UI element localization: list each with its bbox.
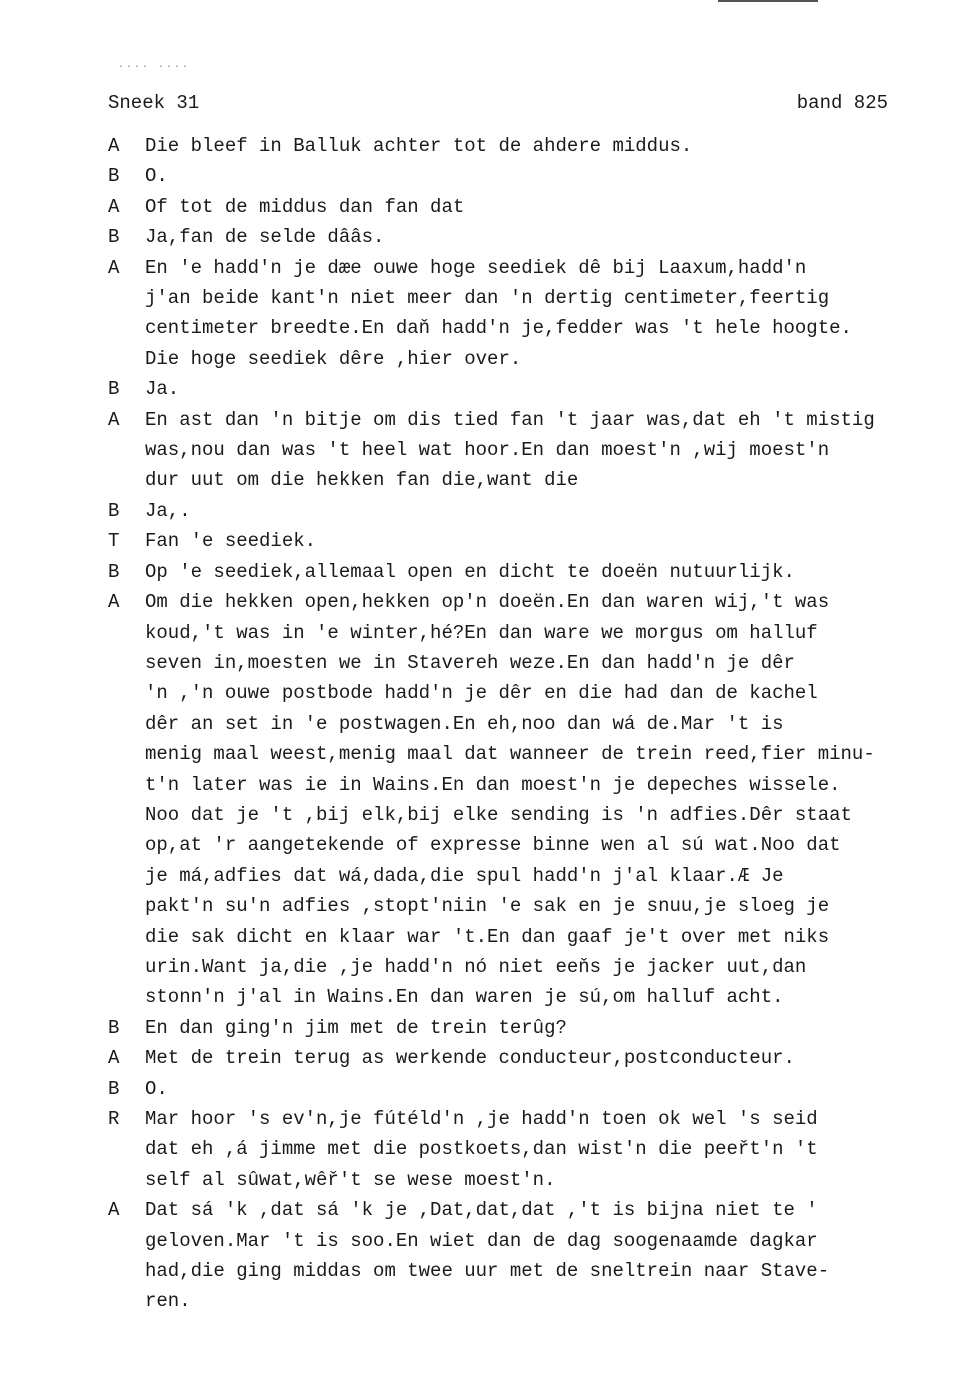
- top-edge-line: [718, 0, 818, 2]
- transcript-entry: [108, 496, 948, 526]
- transcript-line: Ja,.: [145, 499, 191, 522]
- speaker-label: B: [108, 165, 120, 188]
- transcript-line: En ′e hadd′n je dæe ouwe hoge seediek dê bij Laaxum,hadd′n: [145, 256, 807, 279]
- transcript-line: Die hoge seediek dêre ,hier over.: [145, 347, 522, 370]
- transcript-line: die sak dicht en klaar war ′t.En dan gaaf je′t over met niks: [145, 925, 830, 948]
- speaker-label: B: [108, 499, 120, 522]
- transcript-entry: [108, 1074, 948, 1104]
- transcript-entry: [108, 374, 948, 404]
- header-tape: band 825: [796, 92, 888, 114]
- transcript-line: ′n ,′n ouwe postbode hadd′n je dêr en die had dan de kachel: [145, 682, 818, 705]
- speaker-label: T: [108, 530, 120, 553]
- transcript-line: Die bleef in Balluk achter tot de ahdere middus.: [145, 135, 693, 157]
- transcript-line: Noo dat je ′t ,bij elk,bij elke sending is ′n adfies.Dêr staat: [145, 803, 852, 826]
- transcript-line: ren.: [145, 1290, 191, 1313]
- top-dots: .... ....: [118, 60, 191, 71]
- speaker-label: A: [108, 195, 120, 218]
- speaker-label: B: [108, 226, 120, 249]
- transcript-line: Om die hekken open,hekken op′n doeën.En dan waren wij,′t was: [145, 591, 830, 614]
- transcript-line: Of tot de middus dan fan dat: [145, 195, 465, 218]
- transcript-line: t′n later was ie in Wains.En dan moest′n je depeches wissele.: [145, 773, 841, 796]
- transcript-line: Met de trein terug as werkende conducteur,postconducteur.: [145, 1047, 795, 1070]
- transcript-entry: [108, 253, 948, 375]
- transcript-entry: [108, 131, 948, 161]
- transcript-line: Dat sá ′k ,dat sá ′k je ,Dat,dat,dat ,′t is bijna niet te ′: [145, 1199, 818, 1222]
- transcript-entry: [108, 222, 948, 252]
- transcript-entry: [108, 1013, 948, 1043]
- transcript-entry: [108, 526, 948, 556]
- transcript-line: dêr an set in ′e postwagen.En eh,noo dan wá de.Mar ′t is: [145, 712, 784, 735]
- transcript-line: Op ′e seediek,allemaal open en dicht te doeën nutuurlijk.: [145, 560, 795, 583]
- speaker-label: A: [108, 1199, 120, 1222]
- transcript-line: koud,′t was in ′e winter,hé?En dan ware we morgus om halluf: [145, 621, 818, 644]
- transcript: [108, 131, 948, 1317]
- speaker-label: B: [108, 378, 120, 401]
- transcript-entry: [108, 1104, 948, 1195]
- transcript-line: Ja.: [145, 378, 180, 401]
- transcript-line: geloven.Mar ′t is soo.En wiet dan de dag soogenaamde dagkar: [145, 1229, 818, 1252]
- transcript-line: Ja,fan de selde dââs.: [145, 226, 385, 249]
- transcript-line: En dan ging′n jim met de trein terûg?: [145, 1016, 567, 1039]
- transcript-line: En ast dan ′n bitje om dis tied fan ′t jaar was,dat eh ′t mistig: [145, 408, 875, 431]
- speaker-label: R: [108, 1108, 120, 1130]
- transcript-line: Fan ′e seediek.: [145, 530, 317, 553]
- speaker-label: B: [108, 1016, 120, 1039]
- speaker-label: B: [108, 560, 120, 583]
- transcript-entry: [108, 192, 948, 222]
- transcript-line: dur uut om die hekken fan die,want die: [145, 469, 579, 492]
- transcript-line: je má,adfies dat wá,dada,die spul hadd′n j′al klaar.Æ Je: [145, 864, 784, 887]
- transcript-line: stonn′n j′al in Wains.En dan waren je sú,om halluf acht.: [145, 986, 784, 1009]
- transcript-line: had,die ging middas om twee uur met de sneltrein naar Stave-: [145, 1260, 830, 1283]
- transcript-line: O.: [145, 1077, 168, 1100]
- transcript-line: op,at ′r aangetekende of expresse binne wen al sú wat.Noo dat: [145, 834, 841, 857]
- transcript-line: menig maal weest,menig maal dat wanneer de trein reed,fier minu-: [145, 743, 875, 766]
- speaker-label: A: [108, 408, 120, 431]
- transcript-line: pakt′n su′n adfies ,stopt′niin ′e sak en je snuu,je sloeg je: [145, 895, 830, 918]
- speaker-label: A: [108, 1047, 120, 1070]
- transcript-line: was,nou dan was ′t heel wat hoor.En dan moest′n ,wij moest′n: [145, 439, 830, 462]
- transcript-line: self al sûwat,wêř′t se wese moest′n.: [145, 1168, 556, 1191]
- transcript-line: O.: [145, 165, 168, 188]
- page-header: [108, 92, 888, 122]
- transcript-line: seven in,moesten we in Stavereh weze.En dan hadd′n je dêr: [145, 651, 795, 674]
- transcript-line: urin.Want ja,die ,je hadd′n nó niet eeňs je jacker uut,dan: [145, 955, 807, 978]
- speaker-label: A: [108, 591, 120, 614]
- speaker-label: A: [108, 256, 120, 279]
- header-location: Sneek 31: [108, 92, 200, 114]
- transcript-line: Mar hoor ′s ev′n,je fútéld′n ,je hadd′n toen ok wel ′s seid: [145, 1108, 818, 1130]
- transcript-entry: [108, 1195, 948, 1317]
- speaker-label: B: [108, 1077, 120, 1100]
- transcript-entry: [108, 405, 948, 496]
- transcript-entry: [108, 161, 948, 191]
- transcript-entry: [108, 1043, 948, 1073]
- transcript-entry: [108, 557, 948, 587]
- transcript-line: j′an beide kant′n niet meer dan ′n dertig centimeter,feertig: [145, 287, 830, 310]
- transcript-entry: [108, 587, 948, 1013]
- transcript-line: centimeter breedte.En daň hadd′n je,fedder was ′t hele hoogte.: [145, 317, 852, 340]
- transcript-line: dat eh ,á jimme met die postkoets,dan wist′n die peeřt′n ′t: [145, 1138, 818, 1161]
- speaker-label: A: [108, 135, 120, 157]
